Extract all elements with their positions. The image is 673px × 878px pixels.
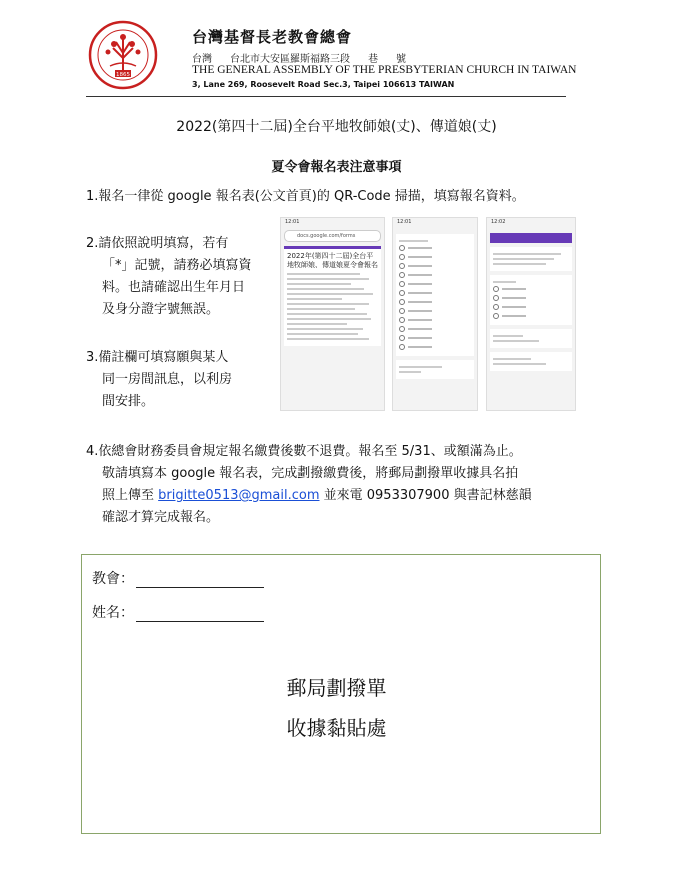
address-en: 3, Lane 269, Roosevelt Road Sec.3, Taipei 106613 TAIWAN xyxy=(192,80,455,89)
document-subtitle: 夏令會報名表注意事項 xyxy=(271,160,402,175)
org-name: 台灣基督長老教會總會 xyxy=(192,28,353,46)
name-blank xyxy=(136,607,264,622)
church-blank xyxy=(136,573,264,588)
form-title: 2022年(第四十二屆)全台平地牧師娘、傳道娘夏令會報名 xyxy=(287,252,378,269)
assembly-logo xyxy=(88,20,158,90)
name-field xyxy=(92,602,264,622)
form-screenshot-2: 12:01 xyxy=(392,217,478,411)
form-screenshot-1: 12:01 docs.google.com/forms 2022年(第四十二屆)全台平地牧師娘、傳道娘夏令會報名 xyxy=(280,217,385,411)
header-divider xyxy=(86,96,566,97)
item-1: 1.報名一律從 google 報名表(公文首頁)的 QR-Code 掃描，填寫報名資料。 xyxy=(86,189,525,204)
item-4: 4.依總會財務委員會規定報名繳費後數不退費。報名至 5/31、或額滿為止。 敬請填寫本 google 報名表，完成劃撥繳費後，將郵局劃撥單收據具名拍 照上傳至 brigitte0513@gmail.com 並來電 0953307900 與書記林慈韻 確認才算完成報名。 xyxy=(86,444,532,525)
name-label: 姓名： xyxy=(92,605,134,621)
url-bar: docs.google.com/forms xyxy=(284,230,381,242)
form-screenshot-3: 12:02 xyxy=(486,217,576,411)
item-3: 3.備註欄可填寫願與某人 同一房間訊息，以利房 間安排。 xyxy=(86,350,233,409)
org-name-en: THE GENERAL ASSEMBLY OF THE PRESBYTERIAN CHURCH IN TAIWAN xyxy=(192,64,577,76)
logo-year: 1865 xyxy=(116,72,130,78)
paste-label-line2: 收據黏貼處 xyxy=(286,716,387,740)
paste-label-line1: 郵局劃撥單 xyxy=(286,676,387,700)
church-label: 教會： xyxy=(92,571,134,587)
address-zh: 台灣 台北市大安區羅斯福路三段 巷 號 xyxy=(192,54,406,65)
item-2: 2.請依照說明填寫，若有 「*」記號，請務必填寫資 料。也請確認出生年月日 及身分證字號無誤。 xyxy=(86,236,252,317)
church-field xyxy=(92,568,264,588)
contact-email-link[interactable]: brigitte0513@gmail.com xyxy=(158,488,320,503)
document-title: 2022(第四十二屆)全台平地牧師娘(丈)、傳道娘(丈) xyxy=(176,119,497,135)
